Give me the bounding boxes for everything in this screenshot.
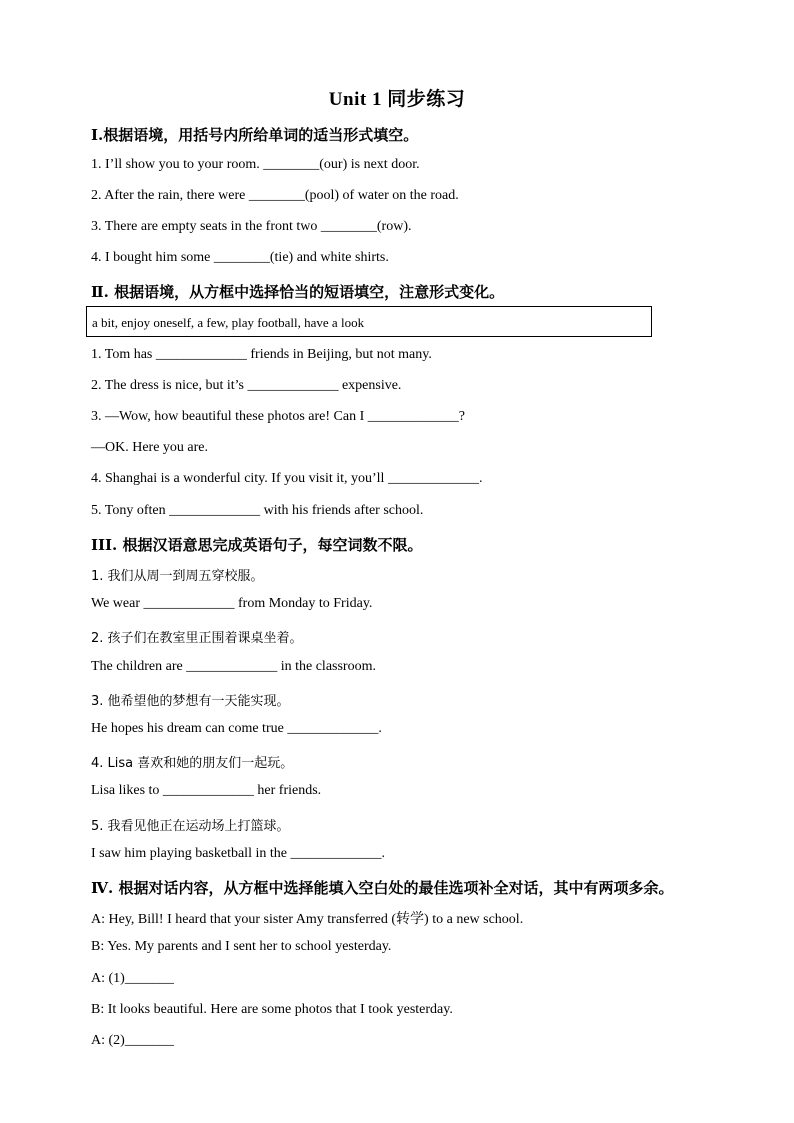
section-1-item-4: 4. I bought him some ________(tie) and white shirts. — [91, 250, 389, 265]
section-3-item-1-en: We wear _____________ from Monday to Friday. — [91, 596, 373, 611]
section-3-item-2-en: The children are _____________ in the classroom. — [91, 659, 376, 674]
section-2-item-4: 4. Shanghai is a wonderful city. If you visit it, you’ll _____________. — [91, 471, 483, 486]
section-3-item-1-cn: 1. 我们从周一到周五穿校服。 — [91, 569, 264, 584]
section-2-item-2: 2. The dress is nice, but it’s _____________ expensive. — [91, 378, 402, 393]
section-2-item-3-reply: —OK. Here you are. — [91, 440, 209, 455]
section-4-heading: Ⅳ. 根据对话内容，从方框中选择能填入空白处的最佳选项补全对话，其中有两项多余。 — [91, 879, 674, 897]
phrase-box-text: a bit, enjoy oneself, a few, play football, have a look — [92, 315, 365, 330]
dialogue-line-3: A: (1)_______ — [91, 971, 174, 986]
page-title: Unit 1 同步练习 — [328, 89, 466, 110]
section-3-item-2-cn: 2. 孩子们在教室里正围着课桌坐着。 — [91, 631, 303, 646]
section-3-item-3-cn: 3. 他希望他的梦想有一天能实现。 — [91, 694, 290, 709]
dialogue-line-5: A: (2)_______ — [91, 1033, 174, 1048]
section-1-item-1: 1. I’ll show you to your room. ________(our) is next door. — [91, 157, 420, 172]
section-2-item-3: 3. —Wow, how beautiful these photos are! Can I _____________? — [91, 409, 465, 424]
section-3-item-5-en: I saw him playing basketball in the _____________. — [91, 846, 385, 861]
section-3-item-4-cn: 4. Lisa 喜欢和她的朋友们一起玩。 — [91, 756, 294, 771]
section-1-item-3: 3. There are empty seats in the front two ________(row). — [91, 219, 412, 234]
section-2-item-1: 1. Tom has _____________ friends in Beijing, but not many. — [91, 347, 432, 362]
section-3-heading: III. 根据汉语意思完成英语句子，每空词数不限。 — [91, 536, 423, 554]
section-3-item-5-cn: 5. 我看见他正在运动场上打篮球。 — [91, 819, 290, 834]
section-2-item-5: 5. Tony often _____________ with his friends after school. — [91, 503, 424, 518]
dialogue-line-2: B: Yes. My parents and I sent her to school yesterday. — [91, 939, 392, 954]
section-3-item-3-en: He hopes his dream can come true _____________. — [91, 721, 382, 736]
section-1-item-2: 2. After the rain, there were ________(pool) of water on the road. — [91, 188, 459, 203]
dialogue-line-1: A: Hey, Bill! I heard that your sister Amy transferred (转学) to a new school. — [91, 912, 524, 927]
phrase-box — [86, 306, 652, 337]
section-3-item-4-en: Lisa likes to _____________ her friends. — [91, 783, 322, 798]
dialogue-line-4: B: It looks beautiful. Here are some photos that I took yesterday. — [91, 1002, 453, 1017]
section-2-heading: Ⅱ. 根据语境，从方框中选择恰当的短语填空，注意形式变化。 — [91, 283, 505, 301]
section-1-heading: Ⅰ.根据语境，用括号内所给单词的适当形式填空。 — [91, 126, 419, 144]
